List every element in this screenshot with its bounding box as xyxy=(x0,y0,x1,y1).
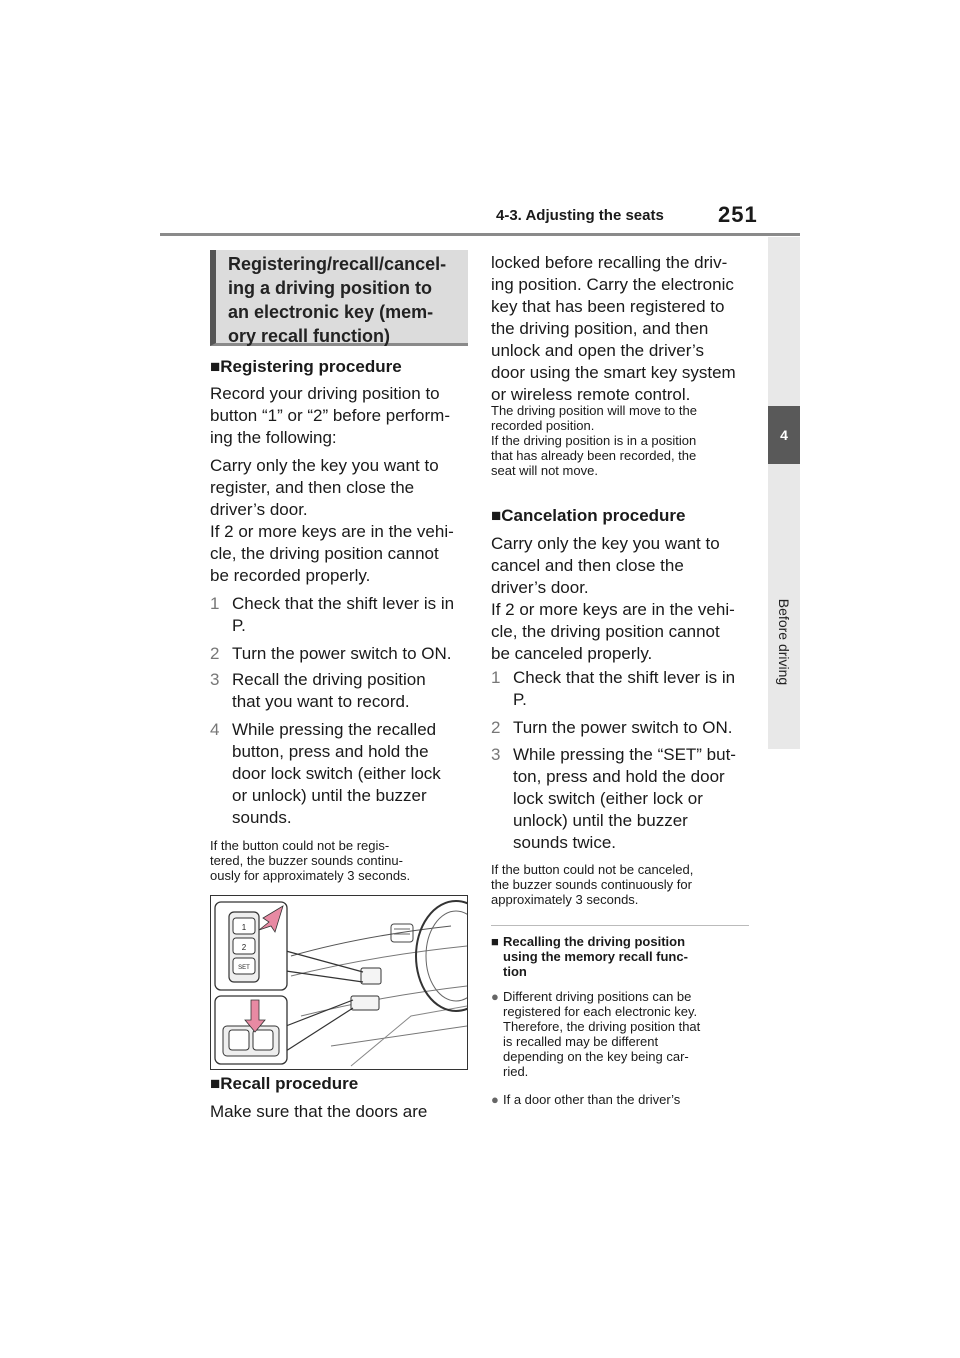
recall-heading: ■Recall procedure xyxy=(210,1074,359,1093)
registering-step-2: 2 Turn the power switch to ON. xyxy=(210,644,452,663)
button-2-label: 2 xyxy=(241,943,247,952)
header-rule xyxy=(160,233,800,236)
cancelation-step-2: 2 Turn the power switch to ON. xyxy=(491,718,733,737)
cancelation-note: If the button could not be canceled, the buzzer sounds continuously for approximately 3 seconds. xyxy=(491,862,694,907)
registering-intro: Record your driving position to button “1” or “2” before perform- ing the following: xyxy=(210,384,450,447)
square-bullet-icon: ■ xyxy=(210,1074,221,1093)
square-bullet-icon: ■ xyxy=(210,357,221,376)
registering-heading: ■Registering procedure xyxy=(210,357,402,376)
registering-step-1: 1 Check that the shift lever is in P. xyxy=(210,594,455,635)
recall-text-left: Make sure that the doors are xyxy=(210,1102,428,1121)
recalling-memory-bullet-1: ● Different driving positions can be registered for each electronic key. Therefore, the driving position that is recalled may be different depending on the key being car- ried. xyxy=(491,989,701,1079)
page-number: 251 xyxy=(718,202,758,227)
cancelation-step-1: 1 Check that the shift lever is in P. xyxy=(491,668,736,709)
door-panel-drawing xyxy=(211,896,467,1069)
button-set-label: SET xyxy=(238,965,250,971)
cancelation-step-3: 3 While pressing the “SET” but- ton, press and hold the door lock switch (either lock or unlock) until the buzzer sounds twice. xyxy=(491,745,736,852)
round-bullet-icon: ● xyxy=(491,989,499,1004)
recalling-memory-bullet-2: ● If a door other than the driver’s xyxy=(491,1092,681,1107)
square-bullet-icon: ■ xyxy=(491,934,499,949)
section-title: Registering/recall/cancel- ing a driving position to an electronic key (mem- ory recall function) xyxy=(228,254,447,346)
header-title: 4-3. Adjusting the seats xyxy=(496,207,664,224)
round-bullet-icon: ● xyxy=(491,1092,499,1107)
memory-switch-illustration xyxy=(210,895,468,1070)
chapter-number: 4 xyxy=(768,406,800,464)
section-title-box xyxy=(210,250,468,346)
square-bullet-icon: ■ xyxy=(491,506,502,525)
registering-note: If the button could not be regis- tered, the buzzer sounds continu- ously for approximately 3 seconds. xyxy=(210,838,411,883)
section-divider xyxy=(491,925,749,926)
registering-step-3: 3 Recall the driving position that you want to record. xyxy=(210,670,426,711)
recall-text-right: locked before recalling the driv- ing position. Carry the electronic key that has been registered to the driving position, and then unlock and open the driver’s door using the smart key system or wireless remote control. xyxy=(491,253,736,404)
recall-note: The driving position will move to the recorded position. If the driving position is in a position that has already been recorded, the seat will not move. xyxy=(491,403,697,478)
registering-step-4: 4 While pressing the recalled button, press and hold the door lock switch (either lock or unlock) until the buzzer sounds. xyxy=(210,720,441,827)
chapter-label: Before driving xyxy=(776,598,792,686)
registering-carry-text: Carry only the key you want to register, and then close the driver’s door. If 2 or more keys are in the vehi- cle, the driving position cannot be recorded properly. xyxy=(210,456,454,585)
button-1-label: 1 xyxy=(241,923,247,932)
cancelation-heading: ■Cancelation procedure xyxy=(491,506,686,525)
recalling-memory-heading: ■ Recalling the driving position using the memory recall func- tion xyxy=(491,934,688,979)
cancelation-carry-text: Carry only the key you want to cancel and then close the driver’s door. If 2 or more keys are in the vehi- cle, the driving position cannot be canceled properly. xyxy=(491,534,735,663)
